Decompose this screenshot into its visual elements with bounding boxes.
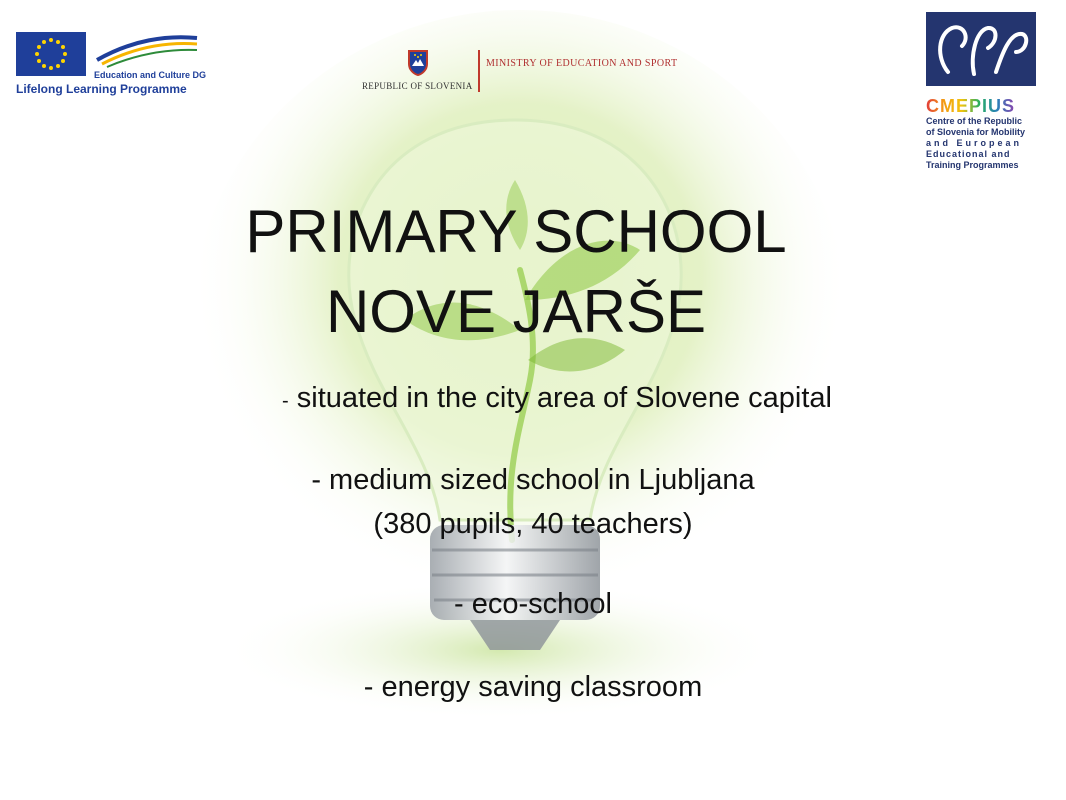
- cmepius-line-1: Centre of the Republic: [926, 116, 1023, 126]
- eu-flag-icon: [16, 32, 86, 76]
- cmepius-name-text: CMEPIUS: [926, 96, 1016, 116]
- cmepius-line-4: Educational and: [926, 149, 1011, 159]
- bullet-eco-school: - eco-school: [454, 588, 612, 620]
- ministry-logo: [362, 50, 692, 100]
- republic-of-slovenia-label: REPUBLIC OF SLOVENIA: [362, 81, 473, 91]
- cmepius-emblem-icon: [926, 12, 1036, 86]
- bullet-size: - medium sized school in Ljubljana: [311, 464, 755, 496]
- ministry-label: MINISTRY OF EDUCATION AND SPORT: [486, 58, 678, 69]
- ministry-divider: [478, 50, 480, 92]
- bullet-size-detail: (380 pupils, 40 teachers): [373, 508, 693, 540]
- cmepius-line-2: of Slovenia for Mobility: [926, 127, 1026, 137]
- slide-title-line-1: PRIMARY SCHOOL: [245, 198, 787, 265]
- slovenia-coat-of-arms-icon: [408, 50, 428, 76]
- bullet-dash: -: [282, 390, 289, 412]
- eu-lifelong-learning-logo: [14, 30, 234, 100]
- slide-title-line-2: NOVE JARŠE: [325, 278, 707, 345]
- bullet-location-text: situated in the city area of Slovene capital: [288, 382, 832, 414]
- bullet-location: [24, 380, 1066, 419]
- eu-dg-label: Education and Culture DG: [94, 70, 207, 80]
- cmepius-name: [926, 96, 1015, 117]
- cmepius-logo: [922, 12, 1042, 172]
- bullet-energy-classroom: - energy saving classroom: [363, 671, 703, 703]
- cmepius-line-3: and European: [926, 138, 1023, 148]
- eu-programme-label: Lifelong Learning Programme: [16, 82, 187, 96]
- cmepius-line-5: Training Programmes: [926, 160, 1019, 170]
- swoosh-icon: [92, 30, 202, 70]
